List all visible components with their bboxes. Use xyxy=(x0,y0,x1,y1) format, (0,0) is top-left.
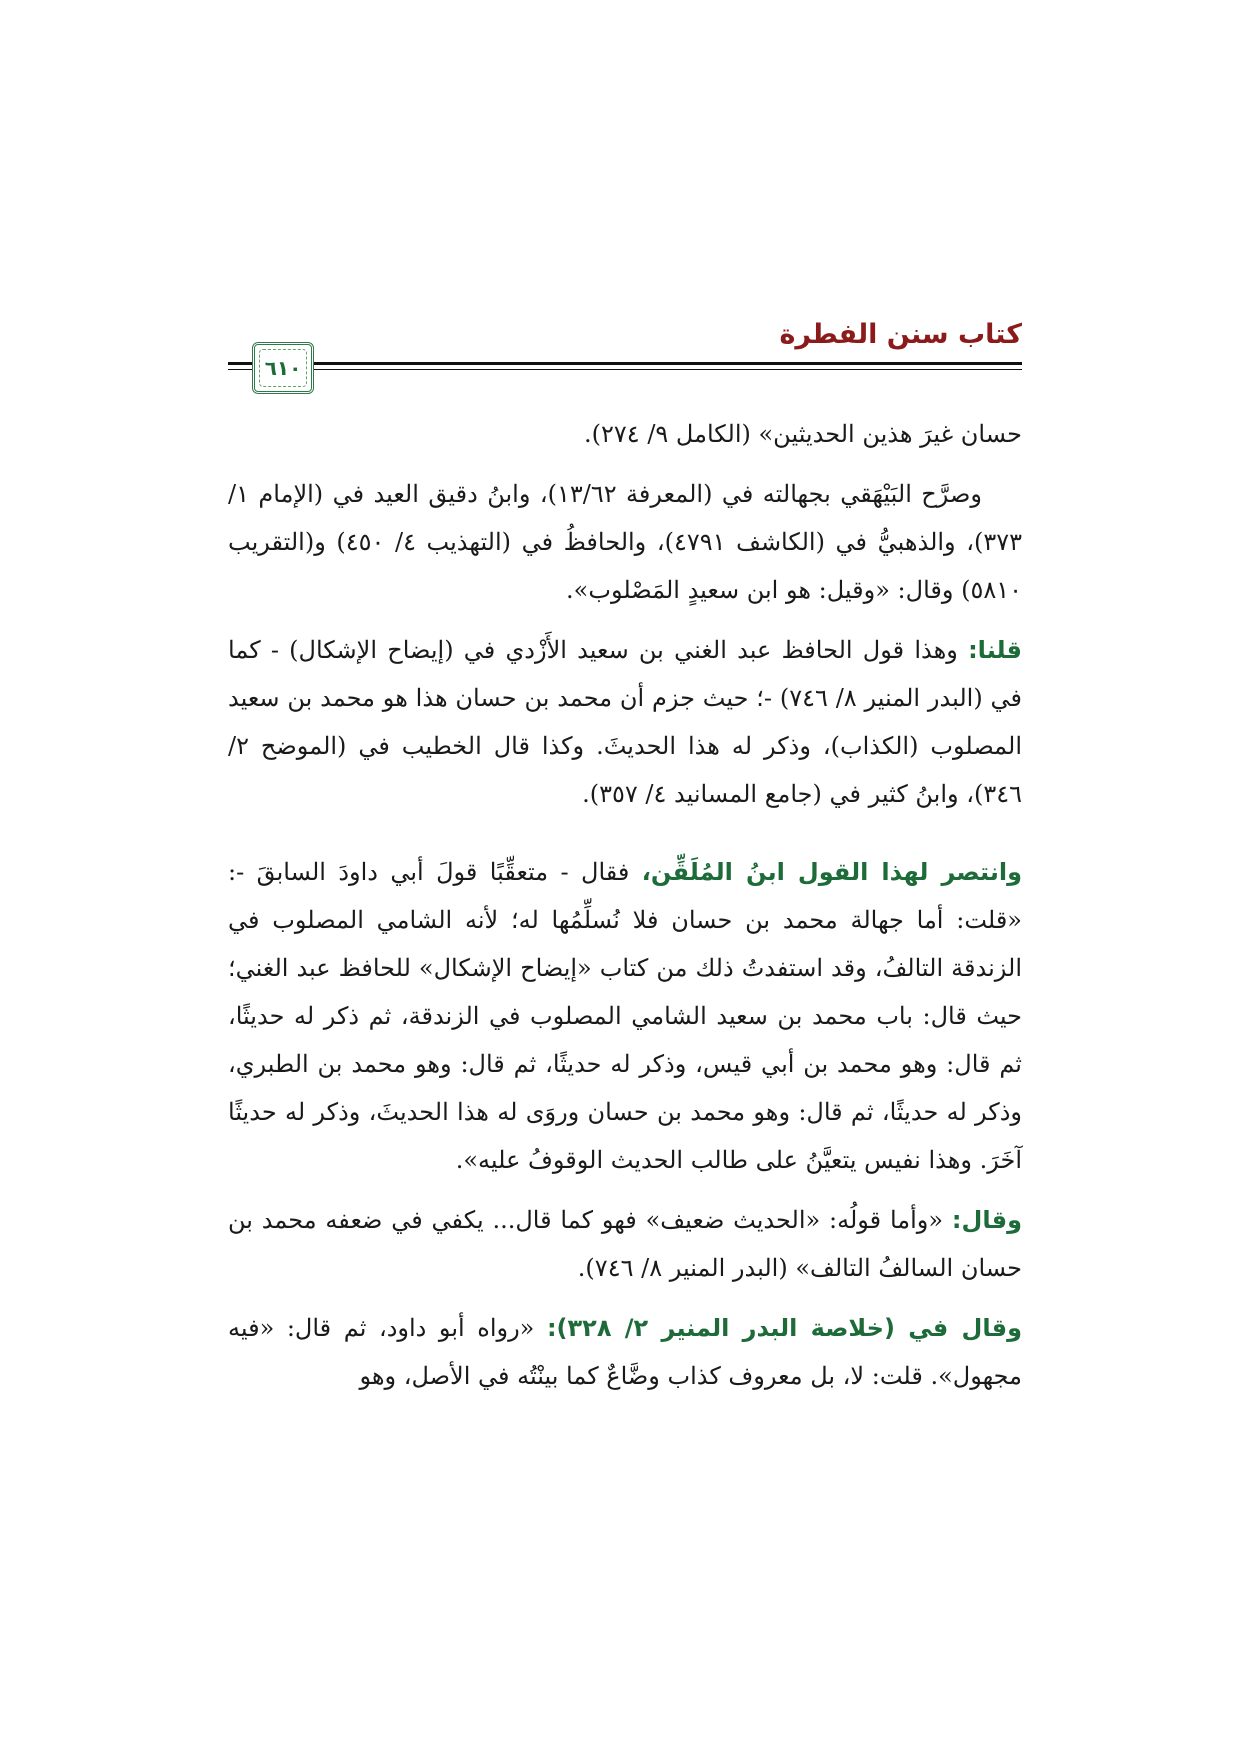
page-number-ornament-frame xyxy=(252,342,314,394)
paragraph-5 xyxy=(228,1196,1022,1292)
paragraph-3 xyxy=(228,626,1022,818)
paragraph-4 xyxy=(228,848,1022,1184)
header-rule xyxy=(228,362,1022,372)
paragraph-lead: قلنا: xyxy=(968,636,1022,664)
page-body xyxy=(228,410,1022,1412)
paragraph-lead: وانتصر لهذا القول ابنُ المُلَقِّن، xyxy=(641,858,1022,886)
paragraph-text: «رواه أبو داود، ثم قال: «فيه مجهول». قلت: لا، بل معروف كذاب وضَّاعٌ كما بينْتُه في الأصل، وهو xyxy=(228,1314,1022,1390)
page-header xyxy=(228,318,1022,394)
paragraph-text: فقال - متعقِّبًا قولَ أبي داودَ السابقَ -: «قلت: أما جهالة محمد بن حسان فلا نُسلِّمُها له؛ لأنه الشامي المصلوب في الزندقة التالفُ، وقد استفدتُ ذلك من كتاب «إيضاح الإشكال» للحافظ عبد الغني؛ حيث قال: باب محمد بن سعيد الشامي المصلوب في الزندقة، ثم ذكر له حديثًا، ثم قال: وهو محمد بن أبي قيس، وذكر له حديثًا، ثم قال: وهو محمد بن الطبري، وذكر له حديثًا، ثم قال: وهو محمد بن حسان وروَى له هذا الحديثَ، وذكر له حديثًا آخَرَ. وهذا نفيس يتعيَّنُ على طالب الحديث الوقوفُ عليه». xyxy=(228,858,1022,1174)
header-rule-thin xyxy=(228,369,1022,370)
paragraph-1 xyxy=(228,410,1022,458)
paragraph-gap xyxy=(228,830,1022,848)
paragraph-6 xyxy=(228,1304,1022,1400)
paragraph-2 xyxy=(228,470,1022,614)
paragraph-text: حسان غيرَ هذين الحديثين» (الكامل ٩/ ٢٧٤). xyxy=(584,420,1022,448)
paragraph-text: وهذا قول الحافظ عبد الغني بن سعيد الأَزْدي في (إيضاح الإشكال) - كما في (البدر المنير ٨/ ٧٤٦) -؛ حيث جزم أن محمد بن حسان هذا هو محمد بن سعيد المصلوب (الكذاب)، وذكر له هذا الحديثَ. وكذا قال الخطيب في (الموضح ٢/ ٣٤٦)، وابنُ كثير في (جامع المسانيد ٤/ ٣٥٧). xyxy=(228,636,1022,808)
running-title: كتاب سنن الفطرة xyxy=(779,319,1022,350)
header-rule-thick xyxy=(228,362,1022,365)
paragraph-text: «وأما قولُه: «الحديث ضعيف» فهو كما قال... يكفي في ضعفه محمد بن حسان السالفُ التالف» (البدر المنير ٨/ ٧٤٦). xyxy=(228,1206,1022,1282)
paragraph-lead: وقال في (خلاصة البدر المنير ٢/ ٣٢٨): xyxy=(546,1314,1022,1342)
paragraph-text: وصرَّح البَيْهَقي بجهالته في (المعرفة ١٣/٦٢)، وابنُ دقيق العيد في (الإمام ١/ ٣٧٣)، والذهبيُّ في (الكاشف ٤٧٩١)، والحافظُ في (التهذيب ٤/ ٤٥٠) و(التقريب ٥٨١٠) وقال: «وقيل: هو ابن سعيدٍ المَصْلوب». xyxy=(228,480,1023,604)
page-number: ٦١٠ xyxy=(264,356,302,380)
paragraph-lead: وقال: xyxy=(951,1206,1022,1234)
